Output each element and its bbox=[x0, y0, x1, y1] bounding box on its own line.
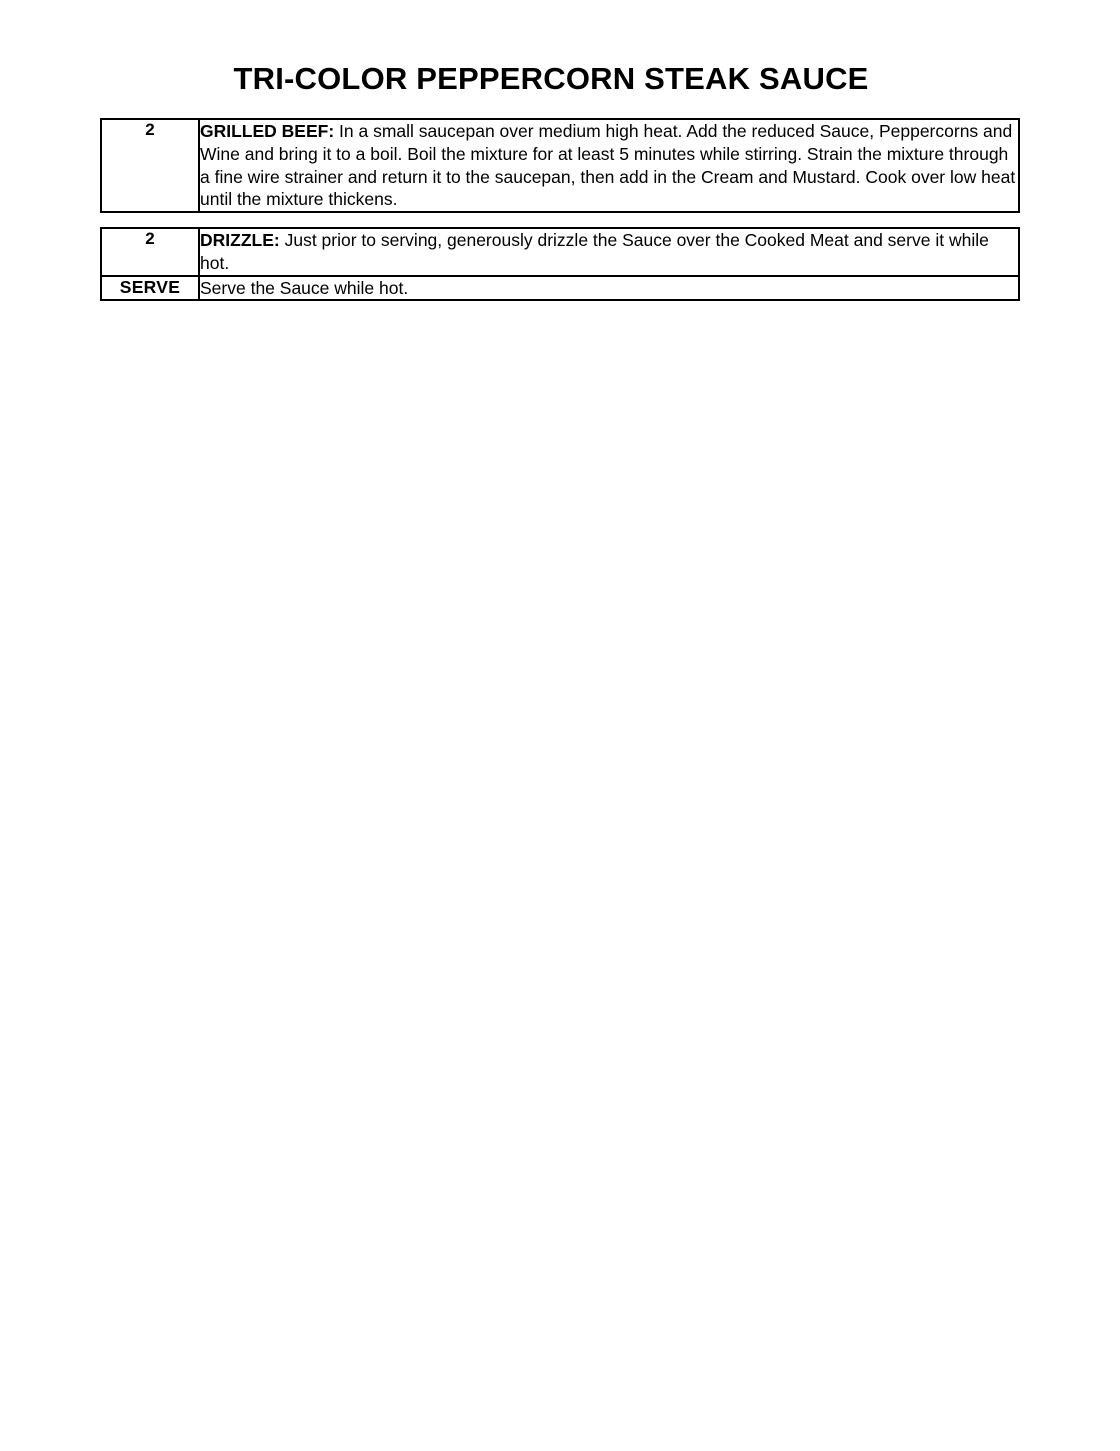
serve-label: SERVE bbox=[101, 276, 199, 301]
step-instruction bbox=[199, 119, 1019, 212]
step-text: In a small saucepan over medium high heat. Add the reduced Sauce, Peppercorns and Wine and bring it to a boil. Boil the mixture for at least 5 minutes while stirring. Strain the mixture through a fine wire strainer and return it to the saucepan, then add in the Cream and Mustard. Cook over low heat until the mixture thickens. bbox=[200, 121, 1016, 210]
step-lead-label: DRIZZLE: bbox=[200, 230, 280, 251]
step-instruction bbox=[199, 228, 1019, 276]
table-row bbox=[101, 276, 1019, 301]
table-row bbox=[101, 119, 1019, 212]
page-title: TRI-COLOR PEPPERCORN STEAK SAUCE bbox=[233, 61, 869, 96]
serve-instruction: Serve the Sauce while hot. bbox=[199, 276, 1019, 301]
step-text: Just prior to serving, generously drizzle the Sauce over the Cooked Meat and serve it while hot. bbox=[200, 230, 989, 273]
table-gap bbox=[100, 213, 1020, 227]
recipe-step-table-2 bbox=[100, 227, 1020, 301]
step-lead-label: GRILLED BEEF: bbox=[200, 121, 335, 142]
step-number: 2 bbox=[101, 119, 199, 212]
recipe-tables bbox=[100, 118, 1020, 301]
table-row bbox=[101, 228, 1019, 276]
step-number: 2 bbox=[101, 228, 199, 276]
recipe-step-table-1 bbox=[100, 118, 1020, 213]
